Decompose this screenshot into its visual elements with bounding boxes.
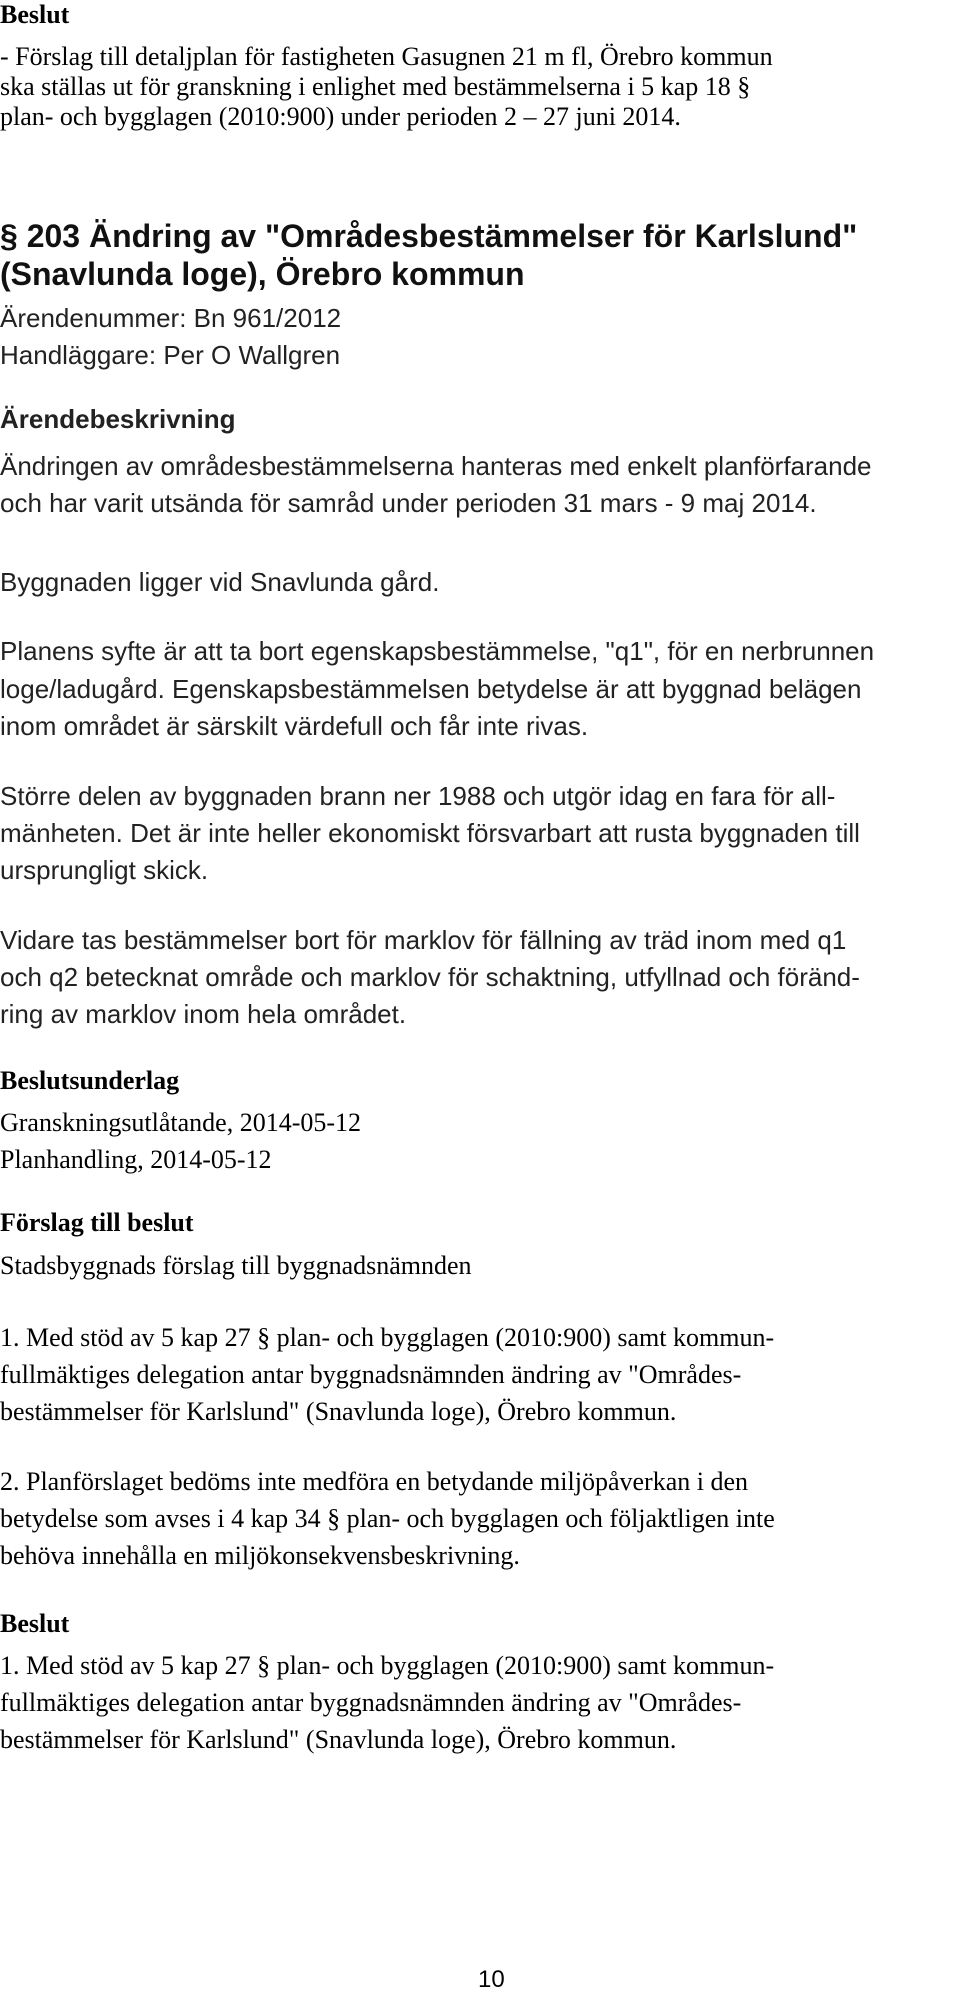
case-number: Ärendenummer: Bn 961/2012 xyxy=(0,303,342,333)
proposal-intro: Stadsbyggnads förslag till byggnadsnämnden xyxy=(0,1251,472,1280)
top-decision-line-1: - Förslag till detaljplan för fastigheten Gasugnen 21 m fl, Örebro kommun xyxy=(0,42,773,71)
decision-heading: Beslut xyxy=(0,1609,70,1638)
item-title-line-1: § 203 Ändring av "Områdesbestämmelser för Karlslund" xyxy=(0,218,858,254)
basis-line-1: Granskningsutlåtande, 2014-05-12 xyxy=(0,1108,362,1137)
basis-line-2: Planhandling, 2014-05-12 xyxy=(0,1145,272,1174)
description-p4-line-1: Större delen av byggnaden brann ner 1988 och utgör idag en fara för all- xyxy=(0,781,836,811)
description-p2-line-1: Byggnaden ligger vid Snavlunda gård. xyxy=(0,567,440,597)
item-title-line-2: (Snavlunda loge), Örebro kommun xyxy=(0,256,525,292)
proposal-point1-line-1: 1. Med stöd av 5 kap 27 § plan- och bygglagen (2010:900) samt kommun- xyxy=(0,1323,775,1352)
description-heading: Ärendebeskrivning xyxy=(0,404,236,434)
description-p4-line-3: ursprungligt skick. xyxy=(0,855,209,885)
description-p5-line-3: ring av marklov inom hela området. xyxy=(0,999,407,1029)
description-p1-line-2: och har varit utsända för samråd under perioden 31 mars - 9 maj 2014. xyxy=(0,488,817,518)
case-handler: Handläggare: Per O Wallgren xyxy=(0,340,341,370)
description-p5-line-1: Vidare tas bestämmelser bort för marklov för fällning av träd inom med q1 xyxy=(0,925,847,955)
proposal-point1-line-2: fullmäktiges delegation antar byggnadsnämnden ändring av "Områdes- xyxy=(0,1360,742,1389)
proposal-point2-line-2: betydelse som avses i 4 kap 34 § plan- och bygglagen och följaktligen inte xyxy=(0,1504,775,1533)
top-decision-line-3: plan- och bygglagen (2010:900) under perioden 2 – 27 juni 2014. xyxy=(0,102,681,131)
proposal-point2-line-1: 2. Planförslaget bedöms inte medföra en betydande miljöpåverkan i den xyxy=(0,1467,748,1496)
basis-heading: Beslutsunderlag xyxy=(0,1066,180,1095)
description-p1-line-1: Ändringen av områdesbestämmelserna hanteras med enkelt planförfarande xyxy=(0,451,872,481)
top-decision-line-2: ska ställas ut för granskning i enlighet med bestämmelserna i 5 kap 18 § xyxy=(0,72,751,101)
page-number: 10 xyxy=(478,1966,505,1993)
top-decision-heading: Beslut xyxy=(0,0,70,29)
description-p3-line-2: loge/ladugård. Egenskapsbestämmelsen betydelse är att byggnad belägen xyxy=(0,674,862,704)
description-p5-line-2: och q2 betecknat område och marklov för schaktning, utfyllnad och föränd- xyxy=(0,962,860,992)
decision-point1-line-3: bestämmelser för Karlslund" (Snavlunda loge), Örebro kommun. xyxy=(0,1725,677,1754)
description-p3-line-1: Planens syfte är att ta bort egenskapsbestämmelse, "q1", för en nerbrunnen xyxy=(0,636,875,666)
proposal-heading: Förslag till beslut xyxy=(0,1208,194,1237)
decision-point1-line-1: 1. Med stöd av 5 kap 27 § plan- och bygglagen (2010:900) samt kommun- xyxy=(0,1651,775,1680)
proposal-point1-line-3: bestämmelser för Karlslund" (Snavlunda loge), Örebro kommun. xyxy=(0,1397,677,1426)
description-p4-line-2: mänheten. Det är inte heller ekonomiskt försvarbart att rusta byggnaden till xyxy=(0,818,860,848)
description-p3-line-3: inom området är särskilt värdefull och får inte rivas. xyxy=(0,711,589,741)
decision-point1-line-2: fullmäktiges delegation antar byggnadsnämnden ändring av "Områdes- xyxy=(0,1688,742,1717)
proposal-point2-line-3: behöva innehålla en miljökonsekvensbeskrivning. xyxy=(0,1541,520,1570)
